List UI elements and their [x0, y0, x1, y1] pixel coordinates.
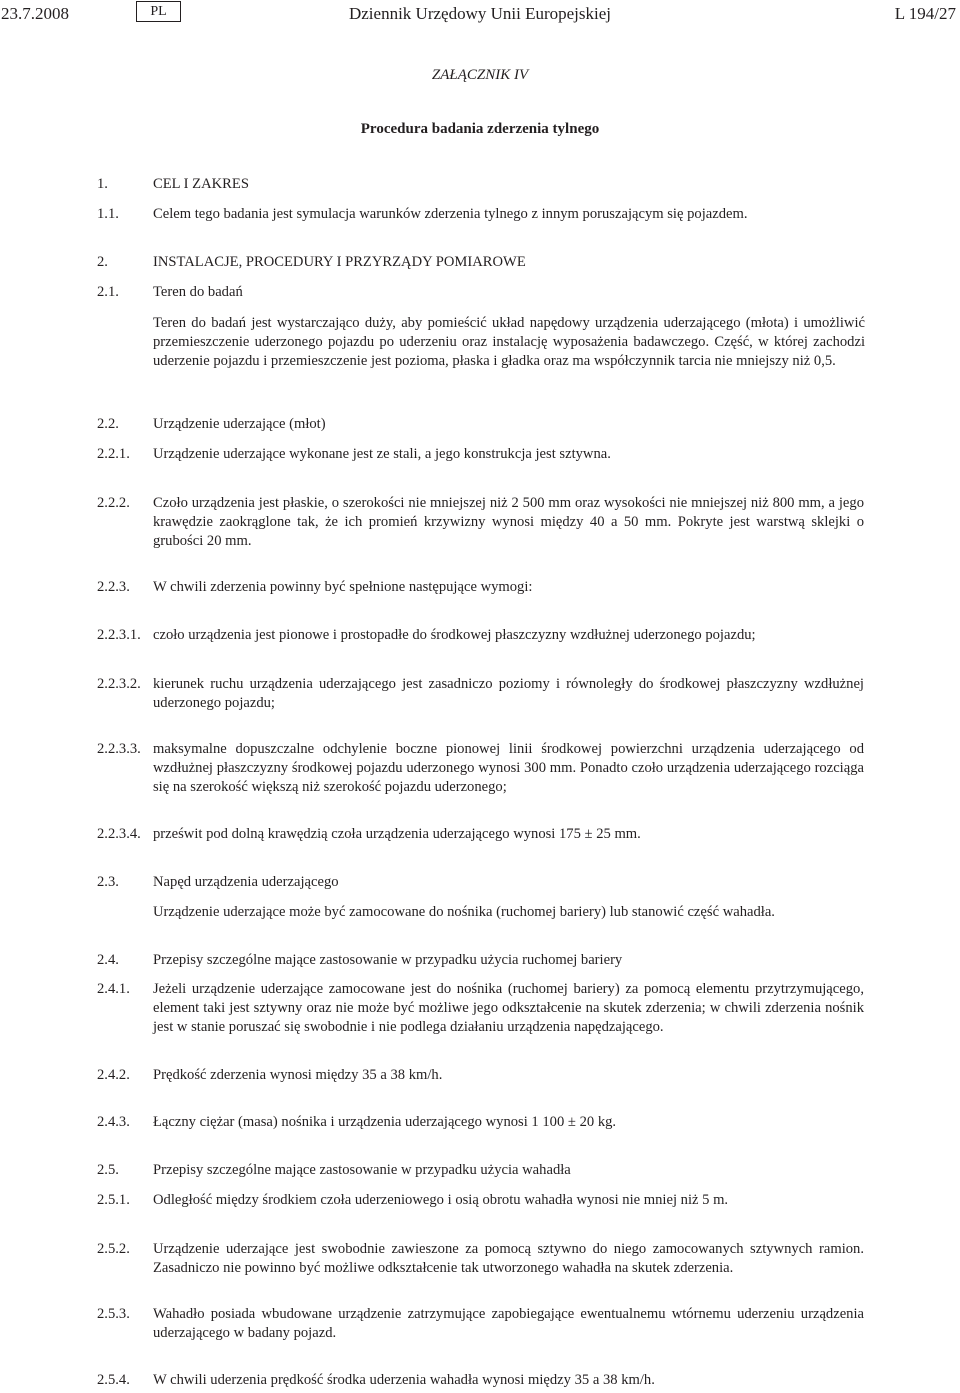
section-number: 2.5.4. [97, 1372, 130, 1388]
section-text: Teren do badań [153, 284, 243, 300]
language-badge: PL [136, 1, 181, 22]
section-text: Jeżeli urządzenie uderzające zamocowane jest do nośnika (ruchomej bariery) za pomocą elementu przytrzymującego, element taki jest sztywny oraz nie może być możliwe jego odkształcenie na skutek zderzenia; w chwili zderzenia nośnik jest w stanie poruszać się swobodnie i nie podlega działaniu urządzenia napędzającego. [153, 981, 864, 1035]
annex-label: ZAŁĄCZNIK IV [431, 67, 529, 83]
section-text: Celem tego badania jest symulacja warunków zderzenia tylnego z innym poruszającym się pojazdem. [153, 206, 748, 222]
section-number: 2.2.3.4. [97, 826, 141, 842]
page-title: Procedura badania zderzenia tylnego [360, 121, 600, 137]
section-text: czoło urządzenia jest pionowe i prostopadłe do środkowej płaszczyzny wzdłużnej uderzonego pojazdu; [153, 627, 756, 643]
section-text: maksymalne dopuszczalne odchylenie boczne pionowej linii środkowej powierzchni urządzenia uderzającego od wzdłużnej płaszczyzny środkowej pojazdu uderzonego wynosi 300 mm. Ponadto czoło urządzenia uderzającego rozciąga się na szerokość większą niż szerokość pojazdu uderzonego; [153, 741, 864, 795]
drive-paragraph: Urządzenie uderzające może być zamocowane do nośnika (ruchomej bariery) lub stanowić część wahadła. [153, 904, 775, 920]
section-text: prześwit pod dolną krawędzią czoła urządzenia uderzającego wynosi 175 ± 25 mm. [153, 826, 641, 842]
journal-title: Dziennik Urzędowy Unii Europejskiej [348, 4, 611, 23]
section-text: Łączny ciężar (masa) nośnika i urządzenia uderzającego wynosi 1 100 ± 20 kg. [153, 1114, 617, 1130]
section-text: Czoło urządzenia jest płaskie, o szerokości nie mniejszej niż 2 500 mm oraz wysokości nie mniejszej niż 800 mm, a jego krawędzie zaokrąglone tak, że ich promień krzywizny wynosi między 40 a 50 mm. Pokryte jest warstwą sklejki o grubości 20 mm. [153, 495, 864, 549]
section-text: Prędkość zderzenia wynosi między 35 a 38 km/h. [153, 1067, 443, 1083]
section-text: INSTALACJE, PROCEDURY I PRZYRZĄDY POMIAROWE [153, 254, 526, 270]
section-number: 2.5.2. [97, 1241, 130, 1257]
section-number: 2.5.3. [97, 1306, 130, 1322]
section-number: 2.2. [97, 416, 119, 432]
section-number: 2.2.3. [97, 579, 130, 595]
section-number: 2.4. [97, 952, 119, 968]
section-text: W chwili zderzenia powinny być spełnione następujące wymogi: [153, 579, 533, 595]
section-text: CEL I ZAKRES [153, 176, 249, 192]
section-number: 2.5.1. [97, 1192, 130, 1208]
section-number: 2.2.1. [97, 446, 130, 462]
section-number: 2.2.2. [97, 495, 130, 511]
section-number: 2.4.1. [97, 981, 130, 997]
section-text: Urządzenie uderzające (młot) [153, 416, 326, 432]
section-number: 2.2.3.1. [97, 627, 141, 643]
section-number: 2.5. [97, 1162, 119, 1178]
section-number: 2.2.3.2. [97, 676, 141, 692]
section-text: Odległość między środkiem czoła uderzeniowego i osią obrotu wahadła wynosi nie mniej niż 5 m. [153, 1192, 729, 1208]
section-number: 2.4.3. [97, 1114, 130, 1130]
section-number: 2.4.2. [97, 1067, 130, 1083]
page-header [0, 0, 960, 26]
section-text: Napęd urządzenia uderzającego [153, 874, 339, 890]
section-number: 2.1. [97, 284, 119, 300]
section-number: 2.2.3.3. [97, 741, 141, 757]
section-text: Przepisy szczególne mające zastosowanie w przypadku użycia wahadła [153, 1162, 571, 1178]
section-number: 1.1. [97, 206, 119, 222]
section-text: kierunek ruchu urządzenia uderzającego jest zasadniczo poziomy i równoległy do środkowej płaszczyzny wzdłużnej uderzonego pojazdu; [153, 676, 864, 711]
section-text: Przepisy szczególne mające zastosowanie w przypadku użycia ruchomej bariery [153, 952, 623, 968]
section-number: 2.3. [97, 874, 119, 890]
section-text: Wahadło posiada wbudowane urządzenie zatrzymujące zapobiegające ewentualnemu wtórnemu uderzeniu urządzenia uderzającego w badany pojazd. [153, 1306, 864, 1341]
terrain-paragraph: Teren do badań jest wystarczająco duży, aby pomieścić układ napędowy urządzenia uderzającego (młota) i umożliwić przemieszczenie uderzonego pojazdu po uderzeniu oraz instalację wyposażenia badawczego. Część, w której zachodzi uderzenie pojazdu i przemieszczenie jest pozioma, płaska i gładka oraz ma współczynnik tarcia nie mniejszy niż 0,5. [153, 315, 865, 369]
section-text: W chwili uderzenia prędkość środka uderzenia wahadła wynosi między 35 a 38 km/h. [153, 1372, 655, 1388]
section-text: Urządzenie uderzające wykonane jest ze stali, a jego konstrukcja jest sztywna. [153, 446, 611, 462]
page-reference: L 194/27 [894, 4, 956, 23]
section-number: 2. [97, 254, 108, 270]
section-text: Urządzenie uderzające jest swobodnie zawieszone za pomocą sztywno do niego zamocowanych sztywnych ramion. Zasadniczo nie powinno być możliwe odkształcenie tak utworzonego wahadła na skutek zderzenia. [153, 1241, 864, 1276]
publication-date: 23.7.2008 [1, 4, 69, 23]
section-number: 1. [97, 176, 108, 192]
